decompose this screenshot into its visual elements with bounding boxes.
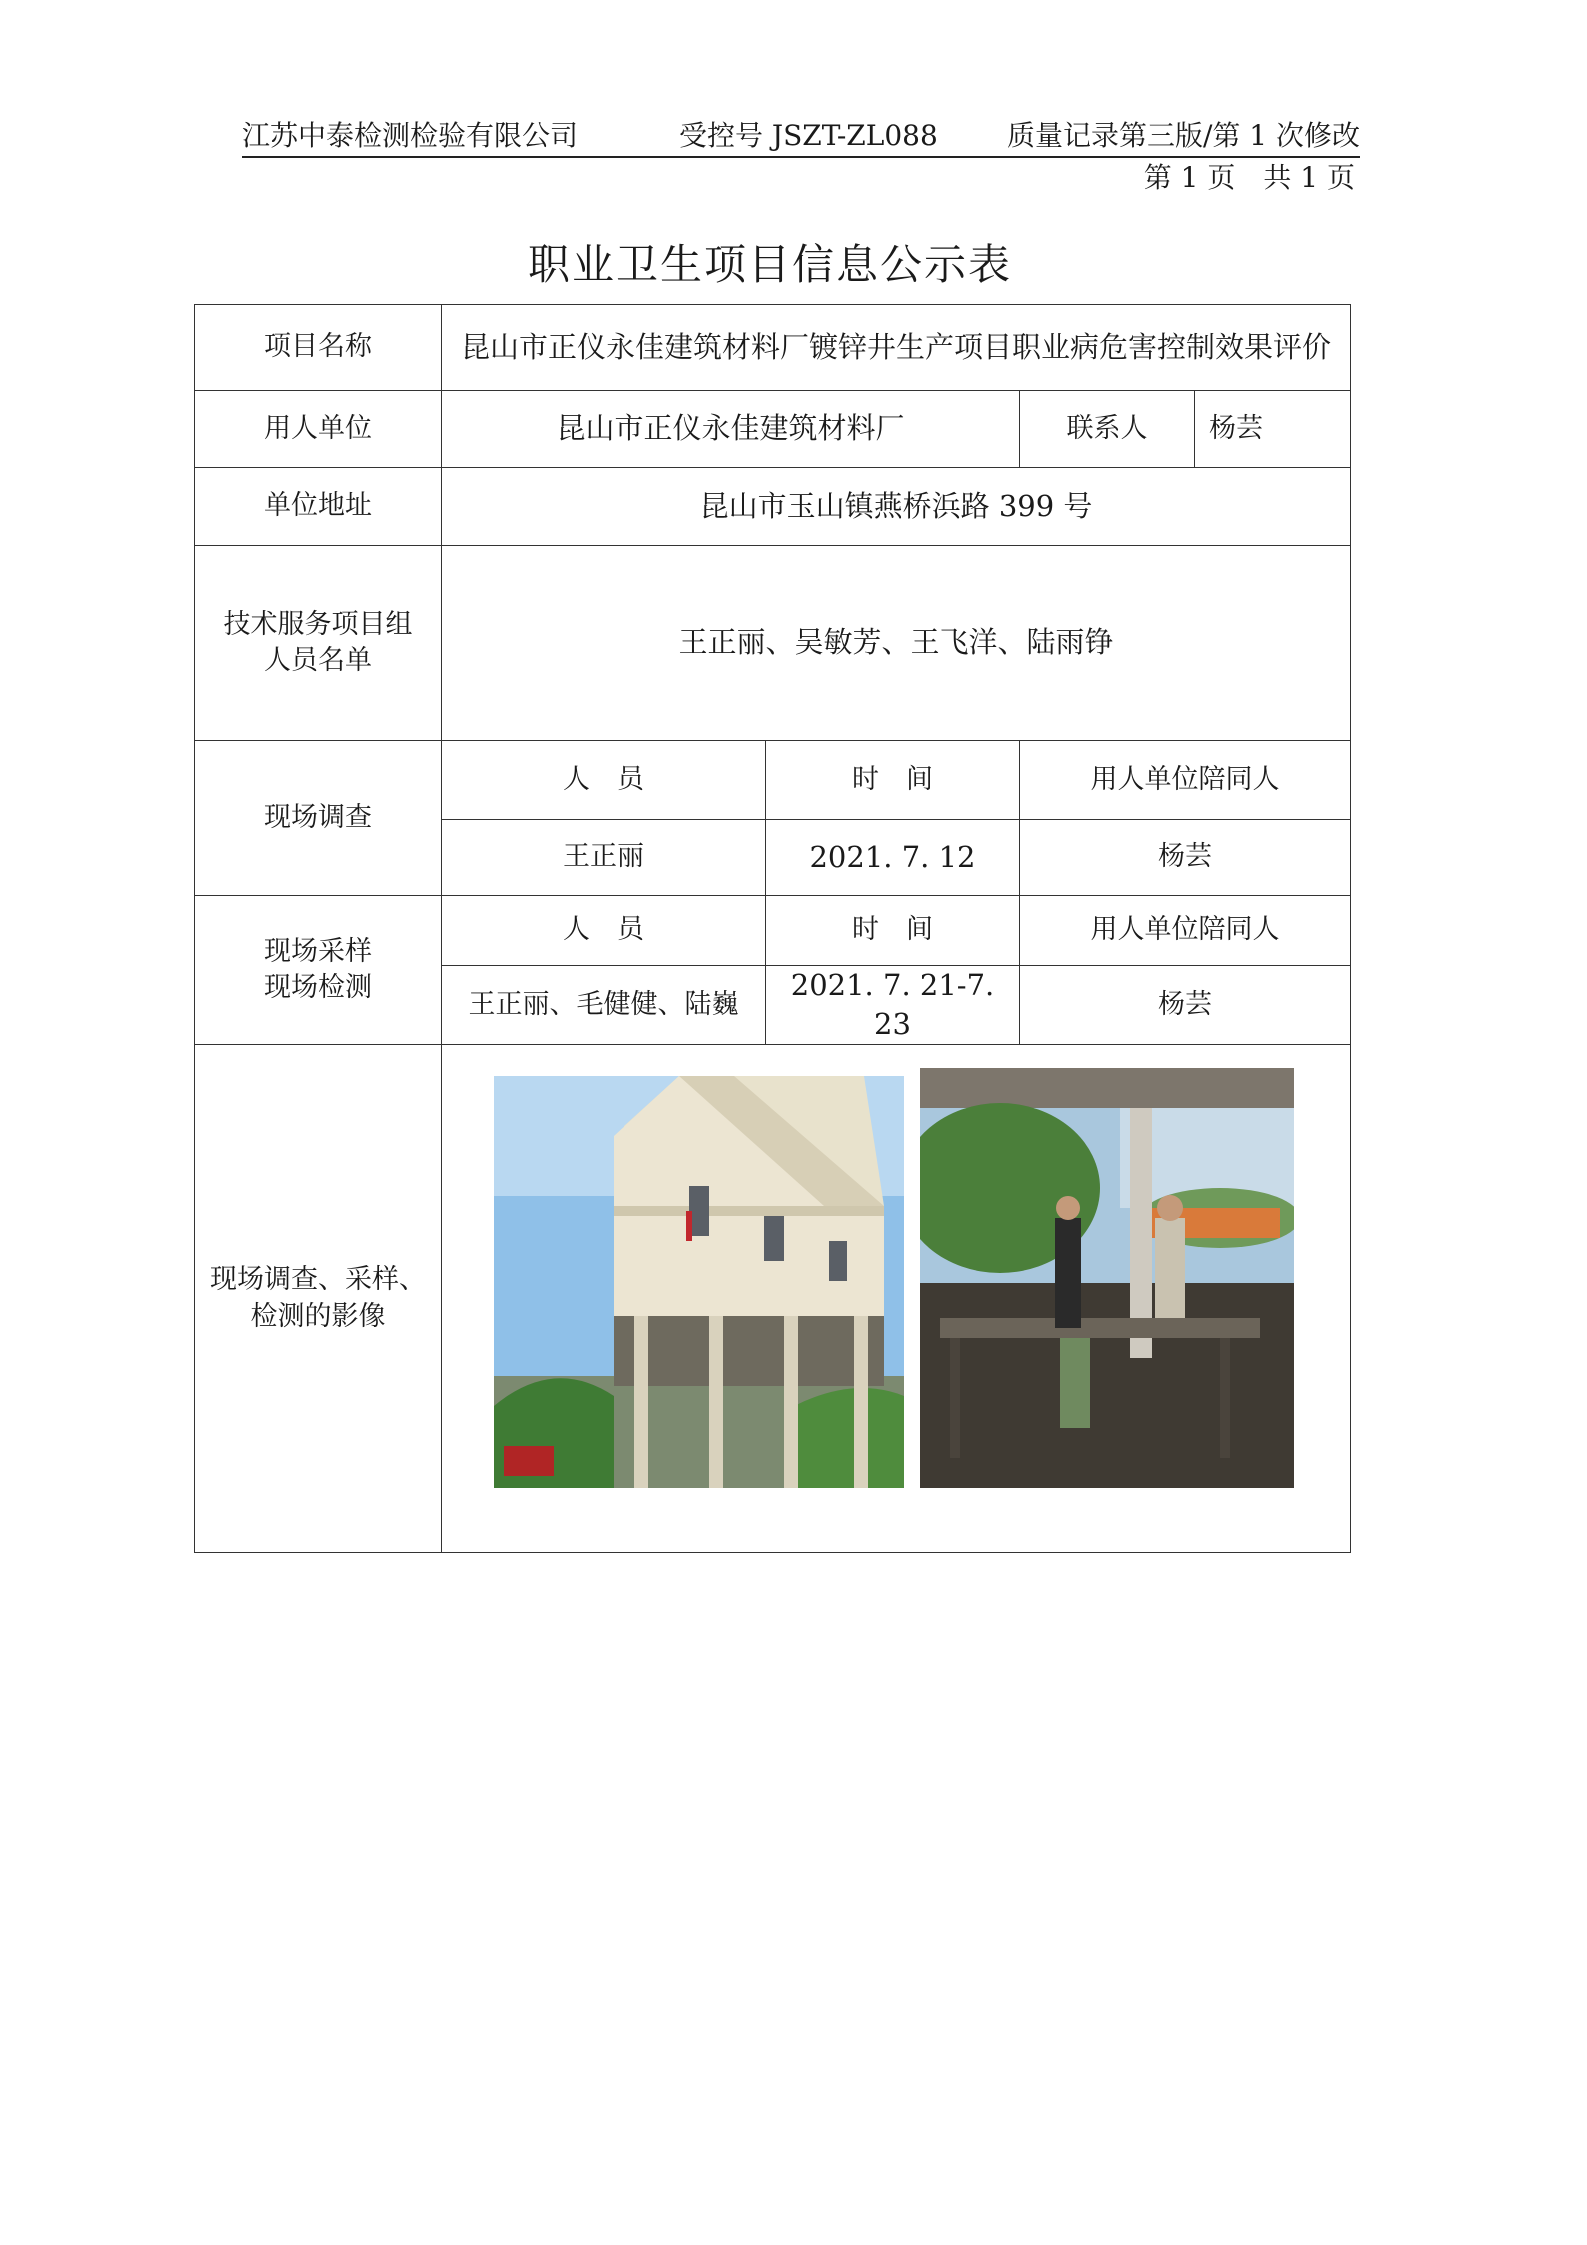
info-table bbox=[194, 304, 1351, 1553]
sampling-person: 王正丽、毛健健、陆巍 bbox=[442, 966, 766, 1045]
sampling-col-person: 人 员 bbox=[442, 896, 766, 966]
row-address bbox=[195, 468, 1351, 546]
row-survey-header bbox=[195, 741, 1351, 820]
address-label: 单位地址 bbox=[195, 468, 442, 546]
row-images bbox=[195, 1045, 1351, 1553]
survey-col-time: 时 间 bbox=[766, 741, 1020, 820]
project-name-label: 项目名称 bbox=[195, 305, 442, 391]
building-photo bbox=[494, 1076, 904, 1488]
employer-label: 用人单位 bbox=[195, 391, 442, 468]
workshop-photo bbox=[920, 1068, 1294, 1488]
document-title: 职业卫生项目信息公示表 bbox=[527, 240, 1012, 289]
record-version: 质量记录第三版/第 1 次修改 bbox=[1006, 119, 1360, 152]
employer-value: 昆山市正仪永佳建筑材料厂 bbox=[442, 391, 1020, 468]
sampling-col-escort: 用人单位陪同人 bbox=[1020, 896, 1351, 966]
sampling-escort: 杨芸 bbox=[1020, 966, 1351, 1045]
row-project-name bbox=[195, 305, 1351, 391]
sampling-label: 现场采样现场检测 bbox=[195, 896, 442, 1045]
row-employer bbox=[195, 391, 1351, 468]
images-cell bbox=[442, 1045, 1351, 1553]
survey-escort: 杨芸 bbox=[1020, 820, 1351, 896]
survey-time: 2021. 7. 12 bbox=[766, 820, 1020, 896]
survey-col-escort: 用人单位陪同人 bbox=[1020, 741, 1351, 820]
company-name: 江苏中泰检测检验有限公司 bbox=[242, 119, 579, 152]
images-label: 现场调查、采样、检测的影像 bbox=[195, 1045, 442, 1553]
row-team bbox=[195, 546, 1351, 741]
sampling-col-time: 时 间 bbox=[766, 896, 1020, 966]
team-label: 技术服务项目组人员名单 bbox=[195, 546, 442, 741]
team-value: 王正丽、吴敏芳、王飞洋、陆雨铮 bbox=[442, 546, 1351, 741]
document-header bbox=[242, 112, 1360, 158]
address-value: 昆山市玉山镇燕桥浜路 399 号 bbox=[442, 468, 1351, 546]
sampling-time: 2021. 7. 21-7. 23 bbox=[766, 966, 1020, 1045]
survey-col-person: 人 员 bbox=[442, 741, 766, 820]
row-sampling-header bbox=[195, 896, 1351, 966]
control-number: 受控号 JSZT-ZL088 bbox=[679, 119, 938, 152]
page-number: 第 1 页 共 1 页 bbox=[1143, 161, 1355, 194]
survey-label: 现场调查 bbox=[195, 741, 442, 896]
contact-value: 杨芸 bbox=[1195, 391, 1351, 468]
contact-label: 联系人 bbox=[1020, 391, 1195, 468]
survey-person: 王正丽 bbox=[442, 820, 766, 896]
project-name-value: 昆山市正仪永佳建筑材料厂镀锌井生产项目职业病危害控制效果评价 bbox=[442, 305, 1351, 391]
